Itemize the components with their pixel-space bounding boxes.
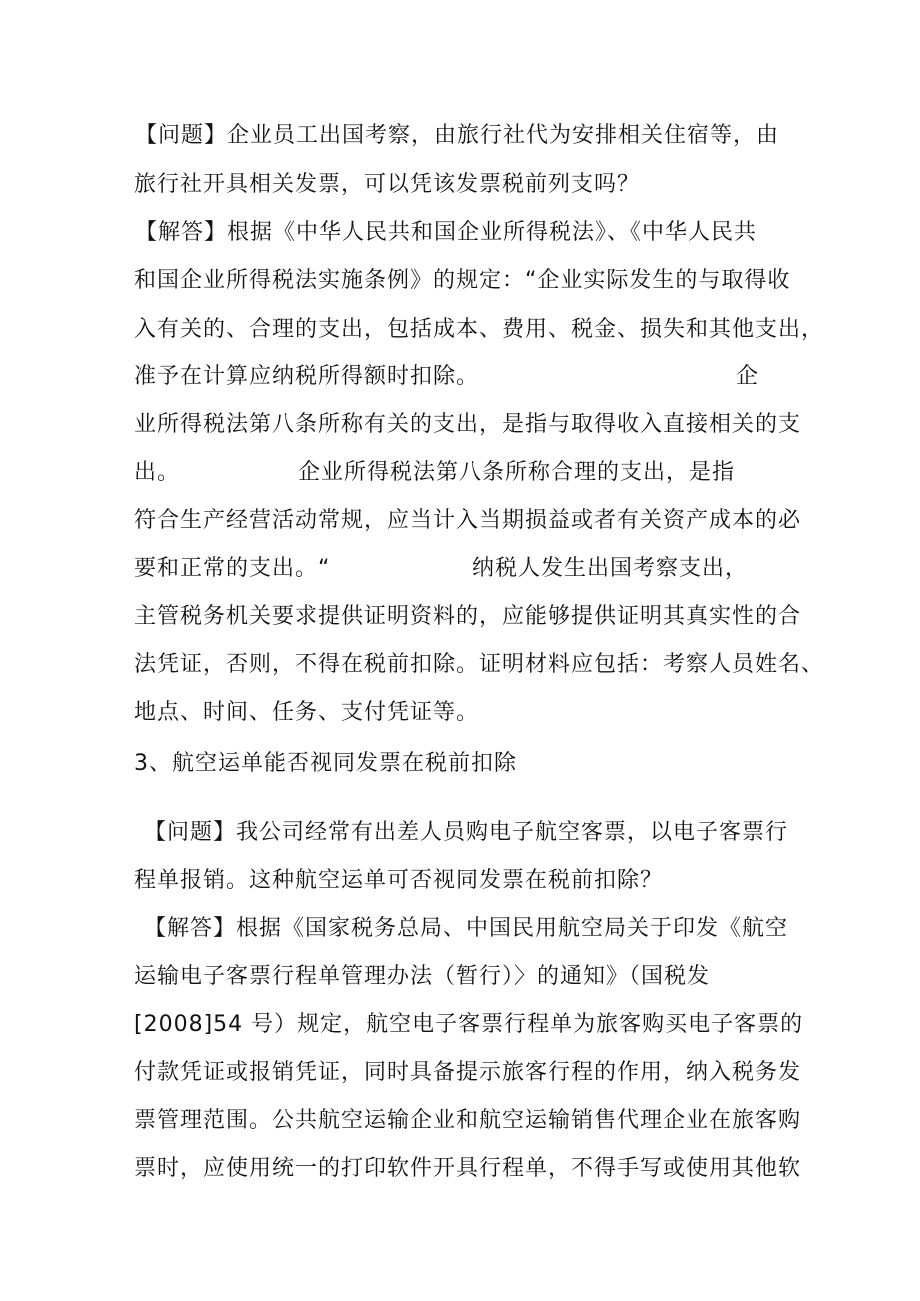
question-1-line-1: 【问题】企业员工出国考察，由旅行社代为安排相关住宿等，由: [135, 123, 780, 148]
question-1-line-2: 旅行社开具相关发票，可以凭该发票税前列支吗？: [134, 172, 641, 197]
answer-1-line-4-tail: 企: [736, 364, 760, 389]
answer-2-line-3: [2008]54 号）规定，航空电子客票行程单为旅客购买电子客票的: [134, 1012, 804, 1037]
answer-1-line-8-tail: 纳税人发生出国考察支出，: [472, 556, 749, 581]
answer-1-line-8: 要和正常的支出。“: [134, 556, 331, 581]
answer-1-line-10: 法凭证，否则，不得在税前扣除。证明材料应包括：考察人员姓名、: [134, 652, 825, 677]
answer-1-line-2: 和国企业所得税法实施条例》的规定：“企业实际发生的与取得收: [134, 268, 791, 293]
answer-1-line-6-tail: 企业所得税法第八条所称合理的支出，是指: [298, 460, 736, 485]
answer-1-line-1: 【解答】根据《中华人民共和国企业所得税法》、《中华人民共: [135, 220, 758, 245]
answer-1-line-6: 出。: [134, 460, 181, 485]
section-heading-3: 3、航空运单能否视同发票在税前扣除: [134, 751, 517, 776]
answer-2-line-6: 票时，应使用统一的打印软件开具行程单，不得手写或使用其他软: [134, 1156, 802, 1181]
answer-2-line-5: 票管理范围。公共航空运输企业和航空运输销售代理企业在旅客购: [134, 1108, 802, 1133]
answer-2-line-1: 【解答】根据《国家税务总局、中国民用航空局关于印发《航空: [144, 916, 789, 941]
answer-2-line-4: 付款凭证或报销凭证，同时具备提示旅客行程的作用，纳入税务发: [134, 1060, 802, 1085]
answer-1-line-9: 主管税务机关要求提供证明资料的，应能够提供证明其真实性的合: [134, 604, 802, 629]
question-2-line-1: 【问题】我公司经常有出差人员购电子航空客票，以电子客票行: [144, 820, 789, 845]
answer-1-line-7: 符合生产经营活动常规，应当计入当期损益或者有关资产成本的必: [134, 508, 802, 533]
answer-1-line-11: 地点、时间、任务、支付凭证等。: [134, 700, 480, 725]
answer-1-line-4: 准予在计算应纳税所得额时扣除。: [134, 364, 480, 389]
question-2-line-2: 程单报销。这种航空运单可否视同发票在税前扣除？: [134, 868, 664, 893]
answer-1-line-5: 业所得税法第八条所称有关的支出，是指与取得收入直接相关的支: [134, 412, 802, 437]
answer-1-line-3: 入有关的、合理的支出，包括成本、费用、税金、损失和其他支出，: [134, 317, 825, 342]
answer-2-line-2: 运输电子客票行程单管理办法（暂行）〉的通知》（国税发: [134, 964, 711, 989]
